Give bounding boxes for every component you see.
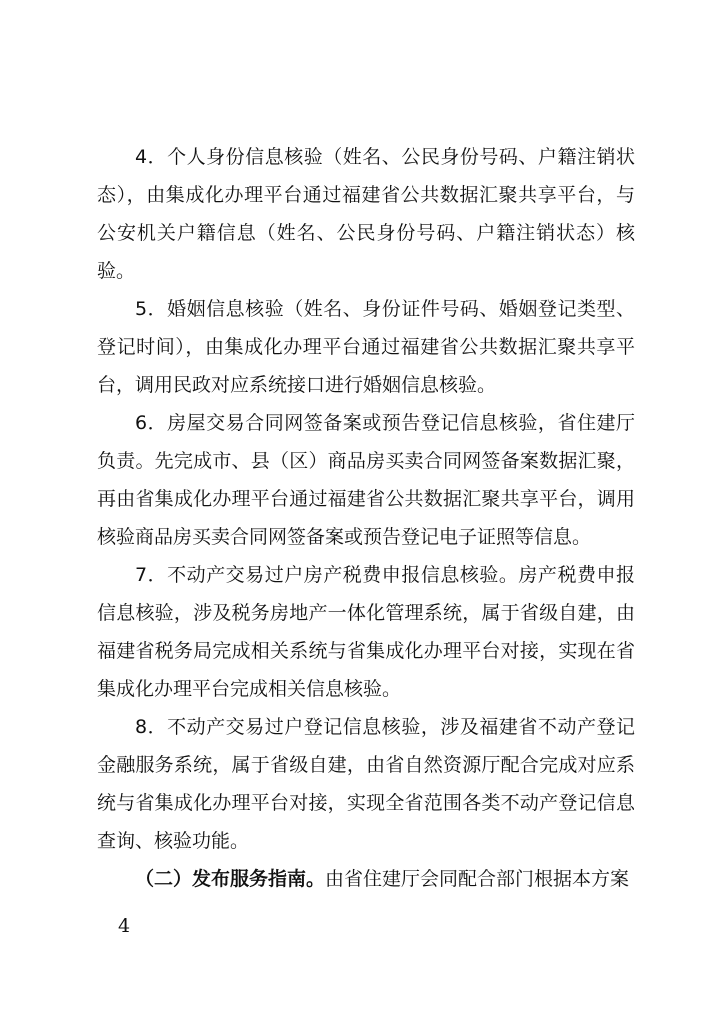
page-number: 4 [118, 915, 131, 937]
section-text: 由省住建厅会同配合部门根据本方案 [325, 868, 630, 890]
document-body [97, 138, 635, 898]
paragraph-item-8: 8．不动产交易过户登记信息核验，涉及福建省不动产登记金融服务系统，属于省级自建，由省自然资源厅配合完成对应系统与省集成化办理平台对接，实现全省范围各类不动产登记信息查询、核验功能。 [97, 716, 635, 852]
section-heading: （二）发布服务指南。 [135, 868, 326, 890]
paragraph-item-7: 7．不动产交易过户房产税费申报信息核验。房产税费申报信息核验，涉及税务房地产一体化管理系统，属于省级自建，由福建省税务局完成相关系统与省集成化办理平台对接，实现在省集成化办理平台完成相关信息核验。 [97, 564, 635, 700]
section-paragraph [97, 860, 635, 898]
paragraph-item-4: 4．个人身份信息核验（姓名、公民身份号码、户籍注销状态），由集成化办理平台通过福建省公共数据汇聚共享平台，与公安机关户籍信息（姓名、公民身份号码、户籍注销状态）核验。 [97, 146, 635, 282]
paragraph-item-6: 6．房屋交易合同网签备案或预告登记信息核验，省住建厅负责。先完成市、县（区）商品房买卖合同网签备案数据汇聚，再由省集成化办理平台通过福建省公共数据汇聚共享平台，调用核验商品房买卖合同网签备案或预告登记电子证照等信息。 [97, 412, 635, 548]
paragraph-item-5: 5．婚姻信息核验（姓名、身份证件号码、婚姻登记类型、登记时间），由集成化办理平台通过福建省公共数据汇聚共享平台，调用民政对应系统接口进行婚姻信息核验。 [97, 298, 635, 396]
